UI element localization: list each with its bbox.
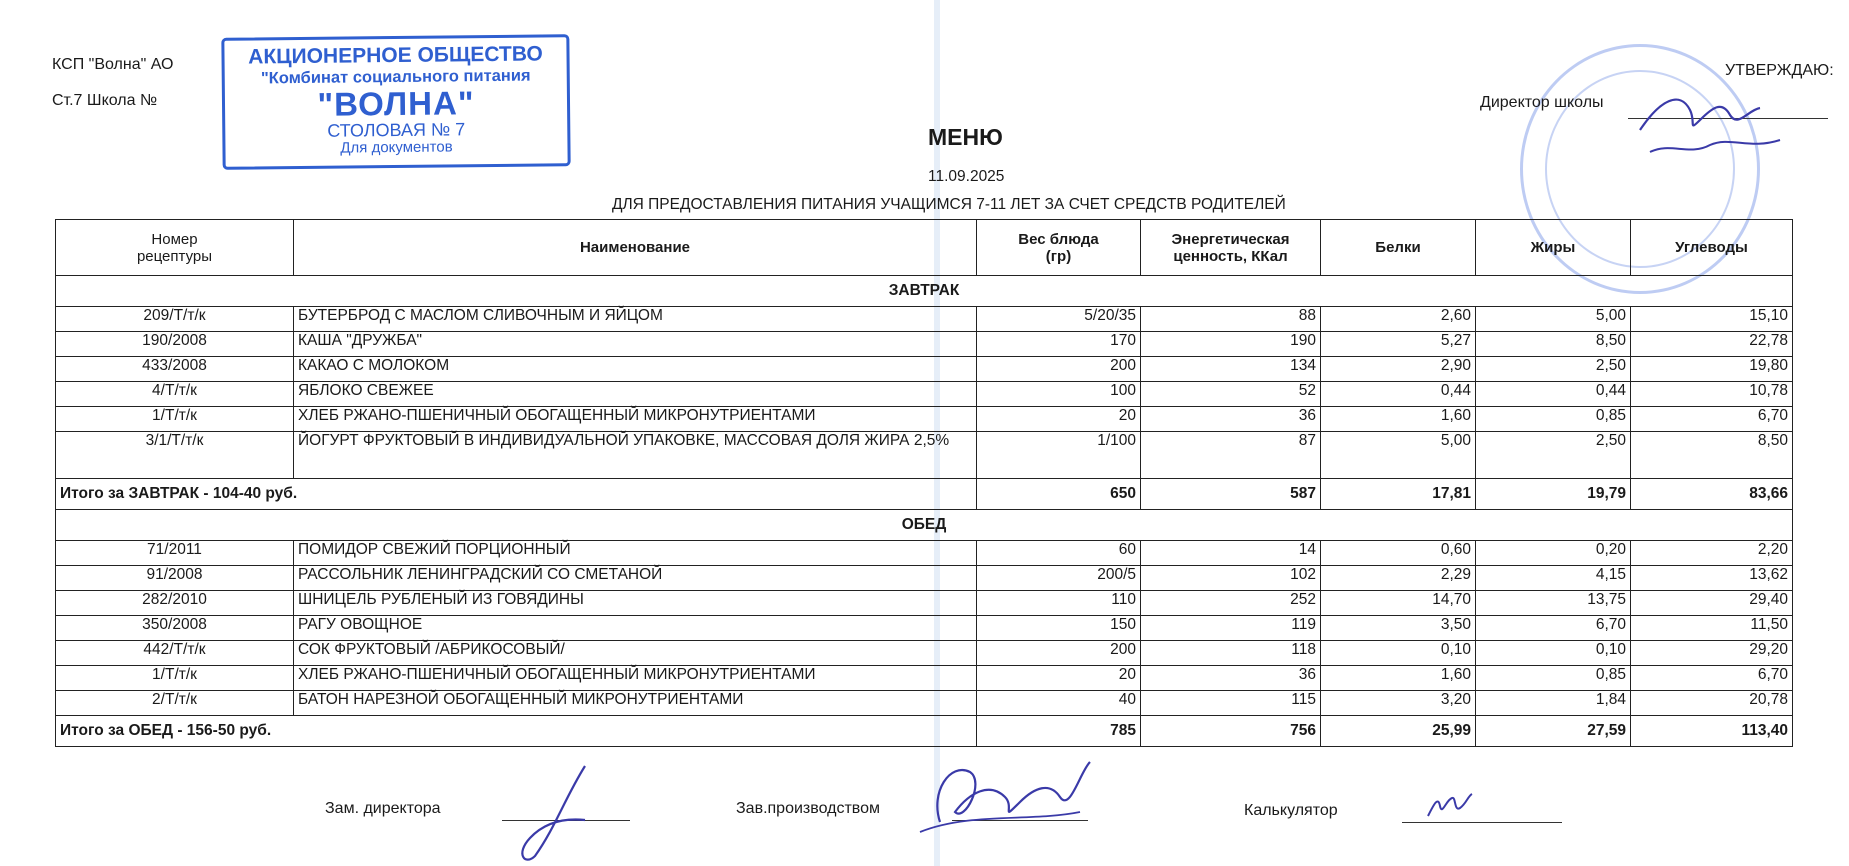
table-row xyxy=(56,616,1793,641)
col-protein: Белки xyxy=(1321,220,1476,276)
cell-recipe: 2/Т/т/к xyxy=(56,691,294,716)
cell-fat: 0,85 xyxy=(1476,407,1631,432)
cell-protein: 0,60 xyxy=(1321,541,1476,566)
cell-energy: 52 xyxy=(1141,382,1321,407)
deputy-signature xyxy=(495,758,605,866)
breakfast-total-row xyxy=(56,479,1793,510)
total-carbs: 113,40 xyxy=(1631,716,1793,747)
table-row xyxy=(56,332,1793,357)
cell-recipe: 433/2008 xyxy=(56,357,294,382)
cell-fat: 6,70 xyxy=(1476,616,1631,641)
cell-recipe: 1/Т/т/к xyxy=(56,666,294,691)
stamp-line5: Для документов xyxy=(340,138,453,157)
cell-carbs: 2,20 xyxy=(1631,541,1793,566)
total-label: Итого за ОБЕД - 156-50 руб. xyxy=(56,716,977,747)
cell-fat: 13,75 xyxy=(1476,591,1631,616)
school-line: Ст.7 Школа № xyxy=(52,92,158,109)
cell-carbs: 8,50 xyxy=(1631,432,1793,479)
total-protein: 25,99 xyxy=(1321,716,1476,747)
cell-name: РАГУ ОВОЩНОЕ xyxy=(294,616,977,641)
col-fat: Жиры xyxy=(1476,220,1631,276)
table-row xyxy=(56,691,1793,716)
organization-stamp xyxy=(221,34,570,170)
cell-weight: 200 xyxy=(977,357,1141,382)
cell-recipe: 71/2011 xyxy=(56,541,294,566)
cell-recipe: 91/2008 xyxy=(56,566,294,591)
cell-fat: 2,50 xyxy=(1476,357,1631,382)
cell-name: БАТОН НАРЕЗНОЙ ОБОГАЩЕННЫЙ МИКРОНУТРИЕНТАМИ xyxy=(294,691,977,716)
cell-weight: 60 xyxy=(977,541,1141,566)
cell-protein: 3,50 xyxy=(1321,616,1476,641)
cell-name: ЯБЛОКО СВЕЖЕЕ xyxy=(294,382,977,407)
production-signature xyxy=(910,752,1100,842)
cell-energy: 119 xyxy=(1141,616,1321,641)
cell-carbs: 19,80 xyxy=(1631,357,1793,382)
menu-table xyxy=(55,219,1793,747)
deputy-label: Зам. директора xyxy=(325,800,441,817)
cell-recipe: 3/1/Т/т/к xyxy=(56,432,294,479)
total-energy: 587 xyxy=(1141,479,1321,510)
cell-recipe: 350/2008 xyxy=(56,616,294,641)
cell-carbs: 22,78 xyxy=(1631,332,1793,357)
cell-fat: 0,85 xyxy=(1476,666,1631,691)
cell-recipe: 1/Т/т/к xyxy=(56,407,294,432)
cell-energy: 36 xyxy=(1141,666,1321,691)
total-protein: 17,81 xyxy=(1321,479,1476,510)
cell-protein: 5,27 xyxy=(1321,332,1476,357)
cell-protein: 5,00 xyxy=(1321,432,1476,479)
table-row xyxy=(56,641,1793,666)
cell-recipe: 4/Т/т/к xyxy=(56,382,294,407)
cell-name: КАКАО С МОЛОКОМ xyxy=(294,357,977,382)
cell-fat: 0,10 xyxy=(1476,641,1631,666)
cell-weight: 100 xyxy=(977,382,1141,407)
table-header xyxy=(56,220,1793,276)
total-weight: 650 xyxy=(977,479,1141,510)
cell-energy: 252 xyxy=(1141,591,1321,616)
cell-fat: 4,15 xyxy=(1476,566,1631,591)
cell-weight: 40 xyxy=(977,691,1141,716)
cell-weight: 200/5 xyxy=(977,566,1141,591)
cell-protein: 2,60 xyxy=(1321,307,1476,332)
cell-recipe: 282/2010 xyxy=(56,591,294,616)
director-signature xyxy=(1630,60,1800,165)
col-energy: Энергетическая ценность, ККал xyxy=(1141,220,1321,276)
cell-recipe: 190/2008 xyxy=(56,332,294,357)
stamp-line2: "Комбинат социального питания xyxy=(260,66,531,88)
table-row xyxy=(56,432,1793,479)
cell-name: КАША "ДРУЖБА" xyxy=(294,332,977,357)
cell-carbs: 29,40 xyxy=(1631,591,1793,616)
stamp-line3: "ВОЛНА" xyxy=(317,84,475,123)
col-name: Наименование xyxy=(294,220,977,276)
cell-weight: 110 xyxy=(977,591,1141,616)
cell-weight: 5/20/35 xyxy=(977,307,1141,332)
cell-fat: 2,50 xyxy=(1476,432,1631,479)
org-name: КСП "Волна" АО xyxy=(52,56,174,73)
cell-protein: 2,29 xyxy=(1321,566,1476,591)
cell-carbs: 6,70 xyxy=(1631,666,1793,691)
menu-date: 11.09.2025 xyxy=(928,168,1005,185)
lunch-total-row xyxy=(56,716,1793,747)
total-weight: 785 xyxy=(977,716,1141,747)
calculator-signature xyxy=(1420,786,1480,826)
cell-name: ЙОГУРТ ФРУКТОВЫЙ В ИНДИВИДУАЛЬНОЙ УПАКОВКЕ, МАССОВАЯ ДОЛЯ ЖИРА 2,5% xyxy=(294,432,977,479)
section-title: ОБЕД xyxy=(56,510,1793,541)
cell-name: ХЛЕБ РЖАНО-ПШЕНИЧНЫЙ ОБОГАЩЕННЫЙ МИКРОНУТРИЕНТАМИ xyxy=(294,666,977,691)
col-weight: Вес блюда (гр) xyxy=(977,220,1141,276)
cell-energy: 115 xyxy=(1141,691,1321,716)
approve-label: УТВЕРЖДАЮ: xyxy=(1725,62,1834,79)
cell-fat: 0,20 xyxy=(1476,541,1631,566)
stamp-line4: СТОЛОВАЯ № 7 xyxy=(327,119,466,141)
total-carbs: 83,66 xyxy=(1631,479,1793,510)
table-row xyxy=(56,666,1793,691)
cell-weight: 200 xyxy=(977,641,1141,666)
cell-weight: 170 xyxy=(977,332,1141,357)
total-fat: 19,79 xyxy=(1476,479,1631,510)
cell-carbs: 11,50 xyxy=(1631,616,1793,641)
cell-protein: 0,44 xyxy=(1321,382,1476,407)
cell-weight: 20 xyxy=(977,666,1141,691)
cell-fat: 1,84 xyxy=(1476,691,1631,716)
cell-recipe: 442/Т/т/к xyxy=(56,641,294,666)
cell-energy: 36 xyxy=(1141,407,1321,432)
cell-fat: 0,44 xyxy=(1476,382,1631,407)
cell-protein: 3,20 xyxy=(1321,691,1476,716)
cell-carbs: 15,10 xyxy=(1631,307,1793,332)
total-label: Итого за ЗАВТРАК - 104-40 руб. xyxy=(56,479,977,510)
cell-protein: 0,10 xyxy=(1321,641,1476,666)
cell-carbs: 13,62 xyxy=(1631,566,1793,591)
cell-name: ХЛЕБ РЖАНО-ПШЕНИЧНЫЙ ОБОГАЩЕННЫЙ МИКРОНУТРИЕНТАМИ xyxy=(294,407,977,432)
menu-subtitle: ДЛЯ ПРЕДОСТАВЛЕНИЯ ПИТАНИЯ УЧАЩИМСЯ 7-11 ЛЕТ ЗА СЧЕТ СРЕДСТВ РОДИТЕЛЕЙ xyxy=(612,196,1286,213)
cell-weight: 1/100 xyxy=(977,432,1141,479)
cell-name: РАССОЛЬНИК ЛЕНИНГРАДСКИЙ СО СМЕТАНОЙ xyxy=(294,566,977,591)
cell-name: ШНИЦЕЛЬ РУБЛЕНЫЙ ИЗ ГОВЯДИНЫ xyxy=(294,591,977,616)
col-recipe: Номер рецептуры xyxy=(56,220,294,276)
table-row xyxy=(56,382,1793,407)
total-energy: 756 xyxy=(1141,716,1321,747)
table-row xyxy=(56,566,1793,591)
cell-fat: 5,00 xyxy=(1476,307,1631,332)
cell-weight: 20 xyxy=(977,407,1141,432)
table-row xyxy=(56,407,1793,432)
cell-protein: 2,90 xyxy=(1321,357,1476,382)
cell-energy: 118 xyxy=(1141,641,1321,666)
cell-name: ПОМИДОР СВЕЖИЙ ПОРЦИОННЫЙ xyxy=(294,541,977,566)
production-label: Зав.производством xyxy=(736,800,880,817)
director-label: Директор школы xyxy=(1480,94,1604,111)
cell-carbs: 29,20 xyxy=(1631,641,1793,666)
section-title: ЗАВТРАК xyxy=(56,276,1793,307)
lunch-section-header xyxy=(56,510,1793,541)
cell-energy: 14 xyxy=(1141,541,1321,566)
cell-protein: 1,60 xyxy=(1321,407,1476,432)
cell-energy: 88 xyxy=(1141,307,1321,332)
col-carbs: Углеводы xyxy=(1631,220,1793,276)
table-row xyxy=(56,307,1793,332)
table-row xyxy=(56,591,1793,616)
cell-energy: 190 xyxy=(1141,332,1321,357)
stamp-line1: АКЦИОНЕРНОЕ ОБЩЕСТВО xyxy=(248,42,543,69)
table-row xyxy=(56,357,1793,382)
cell-protein: 1,60 xyxy=(1321,666,1476,691)
cell-energy: 134 xyxy=(1141,357,1321,382)
page-title: МЕНЮ xyxy=(928,124,1003,150)
cell-carbs: 20,78 xyxy=(1631,691,1793,716)
cell-recipe: 209/Т/т/к xyxy=(56,307,294,332)
table-row xyxy=(56,541,1793,566)
cell-fat: 8,50 xyxy=(1476,332,1631,357)
cell-name: СОК ФРУКТОВЫЙ /АБРИКОСОВЫЙ/ xyxy=(294,641,977,666)
cell-energy: 102 xyxy=(1141,566,1321,591)
breakfast-section-header xyxy=(56,276,1793,307)
cell-weight: 150 xyxy=(977,616,1141,641)
cell-name: БУТЕРБРОД С МАСЛОМ СЛИВОЧНЫМ И ЯЙЦОМ xyxy=(294,307,977,332)
cell-protein: 14,70 xyxy=(1321,591,1476,616)
cell-energy: 87 xyxy=(1141,432,1321,479)
calculator-label: Калькулятор xyxy=(1244,802,1338,819)
cell-carbs: 10,78 xyxy=(1631,382,1793,407)
total-fat: 27,59 xyxy=(1476,716,1631,747)
cell-carbs: 6,70 xyxy=(1631,407,1793,432)
